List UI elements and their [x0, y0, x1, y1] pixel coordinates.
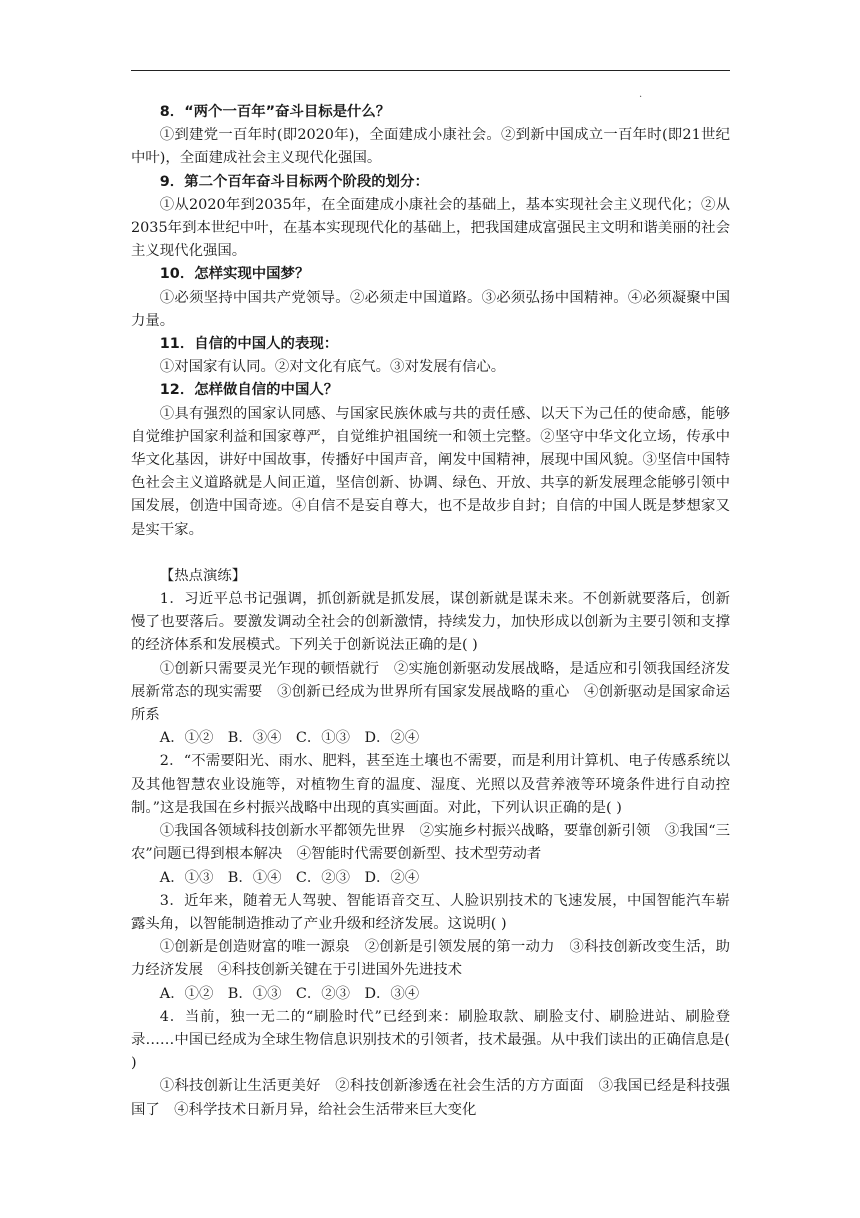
exercise-statements: ①我国各领域科技创新水平都领先世界 ②实施乡村振兴战略，要靠创新引领 ③我国“三农”问题已得到根本解决 ④智能时代需要创新型、技术型劳动者 [131, 823, 730, 863]
exercise-statements: ①创新是创造财富的唯一源泉 ②创新是引领发展的第一动力 ③科技创新改变生活，助力经济发展 ④科技创新关键在于引进国外先进技术 [131, 939, 730, 979]
exercise-options: A．①② B．③④ C．①③ D．②④ [159, 730, 420, 747]
exercise-stem: 2．“不需要阳光、雨水、肥料，甚至连土壤也不需要，而是利用计算机、电子传感系统以及其他智慧农业设施等，对植物生育的温度、湿度、光照以及营养液等环境条件进行自动控制。”这是我国在乡村振兴战略中出现的真实画面。对此，下列认识正确的是( ) [131, 753, 730, 816]
exercise-statements: ①创新只需要灵光乍现的顿悟就行 ②实施创新驱动发展战略，是适应和引领我国经济发展新常态的现实需要 ③创新已经成为世界所有国家发展战略的重心 ④创新驱动是国家命运所系 [131, 660, 730, 724]
exercise-stem: 3．近年来，随着无人驾驶、智能语音交互、人脸识别技术的飞速发展，中国智能汽车崭露头角，以智能制造推动了产业升级和经济发展。这说明( ) [131, 892, 730, 932]
exercise-statements: ①科技创新让生活更美好 ②科技创新渗透在社会生活的方方面面 ③我国已经是科技强国了 ④科学技术日新月异，给社会生活带来巨大变化 [131, 1078, 730, 1118]
exercise-options: A．①③ B．①④ C．②③ D．②④ [159, 869, 420, 886]
section-title: 【热点演练】 [159, 567, 247, 584]
answer-paragraph: ①对国家有认同。②对文化有底气。③对发展有信心。 [159, 359, 506, 376]
exercise-options: A．①② B．①③ C．②③ D．③④ [159, 985, 420, 1002]
exercise-stem: 4．当前，独一无二的“刷脸时代”已经到来：刷脸取款、刷脸支付、刷脸进站、刷脸登录……中国已经成为全球生物信息识别技术的引领者，技术最强。从中我们读出的正确信息是( ) [131, 1008, 730, 1072]
header-rule [131, 70, 730, 71]
question-heading: 10．怎样实现中国梦？ [159, 266, 310, 283]
document-body [131, 101, 730, 1122]
header-dot: . [639, 89, 643, 100]
question-heading: 12．怎样做自信的中国人？ [159, 382, 339, 399]
exercise-stem: 1．习近平总书记强调，抓创新就是抓发展，谋创新就是谋未来。不创新就要落后，创新慢了也要落后。要激发调动全社会的创新激情，持续发力，加快形成以创新为主要引领和支撑的经济体系和发展模式。下列关于创新说法正确的是( ) [131, 591, 730, 654]
question-heading: 9．第二个百年奋斗目标两个阶段的划分： [159, 173, 429, 190]
answer-paragraph: ①到建党一百年时(即2020年)，全面建成小康社会。②到新中国成立一百年时(即21世纪中叶)，全面建成社会主义现代化强国。 [131, 127, 730, 167]
section-spacer [131, 542, 730, 565]
answer-paragraph: ①从2020年到2035年，在全面建成小康社会的基础上，基本实现社会主义现代化；②从2035年到本世纪中叶，在基本实现现代化的基础上，把我国建成富强民主文明和谐美丽的社会主义现代化强国。 [131, 196, 730, 260]
question-heading: 8．“两个一百年”奋斗目标是什么？ [159, 104, 391, 120]
question-heading: 11．自信的中国人的表现： [159, 336, 339, 353]
answer-paragraph: ①具有强烈的国家认同感、与国家民族休戚与共的责任感、以天下为己任的使命感，能够自觉维护国家利益和国家尊严，自觉维护祖国统一和领土完整。②坚守中华文化立场，传承中华文化基因，讲好中国故事，传播好中国声音，阐发中国精神，展现中国风貌。③坚信中国特色社会主义道路就是人间正道，坚信创新、协调、绿色、开放、共享的新发展理念能够引领中国发展，创造中国奇迹。④自信不是妄自尊大，也不是故步自封；自信的中国人既是梦想家又是实干家。 [131, 405, 730, 538]
answer-paragraph: ①必须坚持中国共产党领导。②必须走中国道路。③必须弘扬中国精神。④必须凝聚中国力量。 [131, 289, 730, 329]
